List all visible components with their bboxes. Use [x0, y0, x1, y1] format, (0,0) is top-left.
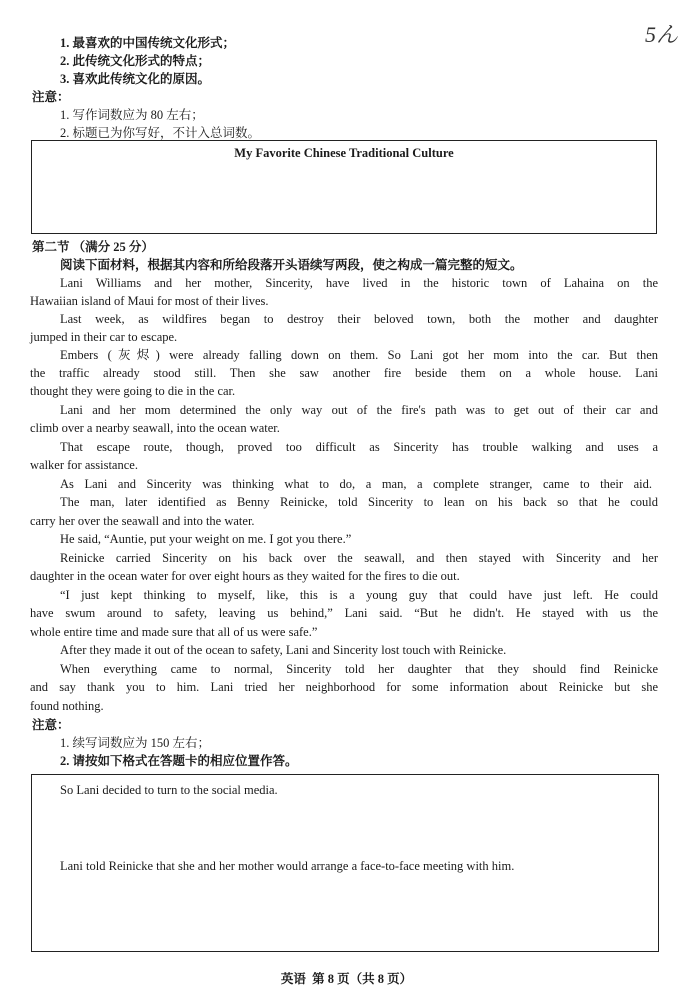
- passage-line: That escape route, though, proved too difficult as Sincerity has trouble walking and uses a: [60, 440, 658, 454]
- requirement-item-3: 3. 喜欢此传统文化的原因。: [60, 72, 211, 86]
- handwritten-mark: 5ん: [645, 22, 679, 47]
- paragraph2-opener: Lani told Reinicke that she and her mother would arrange a face-to-face meeting with him.: [60, 859, 515, 873]
- passage-line: He said, “Auntie, put your weight on me. I got you there.”: [60, 532, 352, 546]
- passage-line: jumped in their car to escape.: [30, 330, 178, 344]
- passage-line: Hawaiian island of Maui for most of their lives.: [30, 294, 269, 308]
- passage-line: carry her over the seawall and into the water.: [30, 514, 255, 528]
- note-label-1: 注意：: [32, 90, 70, 104]
- writing-box-title: My Favorite Chinese Traditional Culture: [234, 146, 454, 160]
- requirement-item-2: 2. 此传统文化形式的特点；: [60, 54, 211, 68]
- passage-line: whole entire time and made sure that all of us were safe.”: [30, 625, 318, 639]
- passage-line: thought they were going to die in the car.: [30, 384, 236, 398]
- passage-line: After they made it out of the ocean to safety, Lani and Sincerity lost touch with Reinicke.: [60, 643, 507, 657]
- note-item-1: 1. 写作词数应为 80 左右；: [60, 108, 204, 122]
- paragraph1-opener: So Lani decided to turn to the social media.: [60, 783, 278, 797]
- page-footer: 英语 第 8 页（共 8 页）: [280, 972, 413, 986]
- section2-heading: 第二节 （满分 25 分）: [32, 240, 154, 254]
- note-label-2: 注意：: [32, 718, 70, 732]
- passage-line: The man, later identified as Benny Reinicke, told Sincerity to lean on his back so that he could: [60, 495, 658, 509]
- note-item-3: 1. 续写词数应为 150 左右；: [60, 736, 211, 750]
- passage-line: and say thank you to him. Lani tried her neighborhood for some information about Reinicke but she: [30, 680, 658, 694]
- note-item-4: 2. 请按如下格式在答题卡的相应位置作答。: [60, 754, 298, 768]
- passage-line: Embers (灰烬) were already falling down on them. So Lani got her mom into the car. But then: [60, 348, 658, 362]
- passage-line: When everything came to normal, Sincerity told her daughter that they should find Reinicke: [60, 662, 658, 676]
- requirement-item-1: 1. 最喜欢的中国传统文化形式；: [60, 36, 236, 50]
- passage-line: have swum around to safety, leaving us behind,” Lani said. “But he didn't. He stayed with us the: [30, 606, 658, 620]
- passage-line: the traffic already stood still. Then she saw another fire beside them on a whole house. Lani: [30, 366, 658, 380]
- passage-line: “I just kept thinking to myself, like, this is a young guy that could have just left. He could: [60, 588, 658, 602]
- passage-line: Lani and her mom determined the only way out of the fire's path was to get out of their car and: [60, 403, 658, 417]
- writing-box-1[interactable]: [31, 140, 657, 234]
- passage-line: walker for assistance.: [30, 458, 138, 472]
- passage-line: daughter in the ocean water for over eight hours as they waited for the fires to die out.: [30, 569, 460, 583]
- passage-line: climb over a nearby seawall, into the ocean water.: [30, 421, 280, 435]
- passage-line: As Lani and Sincerity was thinking what to do, a man, a complete stranger, came to their aid.: [60, 477, 652, 491]
- passage-line: Last week, as wildfires began to destroy their beloved town, both the mother and daughter: [60, 312, 658, 326]
- writing-box-2[interactable]: [31, 774, 659, 952]
- passage-line: Reinicke carried Sincerity on his back over the seawall, and then stayed with Sincerity and her: [60, 551, 658, 565]
- passage-line: Lani Williams and her mother, Sincerity, have lived in the historic town of Lahaina on the: [60, 276, 658, 290]
- note-item-2: 2. 标题已为你写好，不计入总词数。: [60, 126, 261, 140]
- section2-instruction: 阅读下面材料，根据其内容和所给段落开头语续写两段，使之构成一篇完整的短文。: [60, 258, 523, 272]
- passage-line: found nothing.: [30, 699, 104, 713]
